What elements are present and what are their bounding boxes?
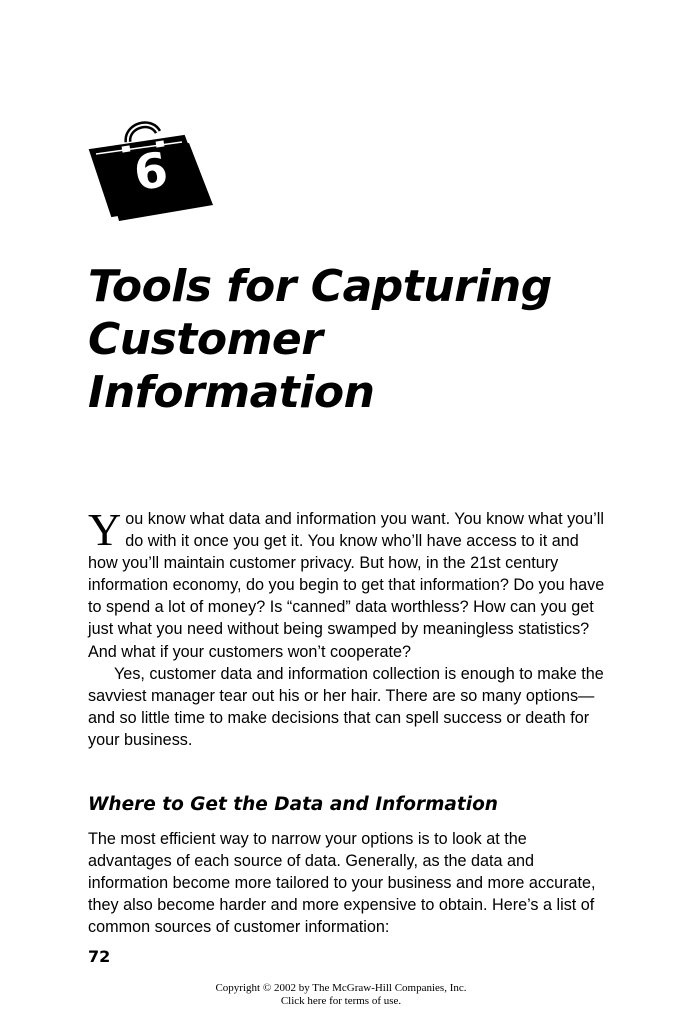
section-text <box>88 828 608 938</box>
chapter-title-line: Tools for Capturing <box>88 261 552 312</box>
terms-of-use-link[interactable]: Click here for terms of use. <box>280 995 402 1007</box>
chapter-number: 6 <box>130 141 172 203</box>
section-heading: Where to Get the Data and Information <box>88 794 498 815</box>
intro-text <box>88 504 608 751</box>
page-number: 72 <box>88 947 111 966</box>
intro-paragraph-2: Yes, customer data and information collection is enough to make the savviest manager tear out his or her hair. There are so many options—and so little time to make decisions that can spell success or death for your business. <box>88 664 604 749</box>
copyright-notice: Copyright © 2002 by The McGraw-Hill Companies, Inc. <box>215 982 467 994</box>
chapter-title <box>88 260 648 419</box>
intro-paragraph-text: ou know what data and information you want. You know what you’ll do with it once you get it. You know who’ll have access to it and how you’ll maintain customer privacy. But how, in the 21st century information economy, do you begin to get that information? Do you have to spend a lot of money? Is “canned” data worthless? How can you get just what you need without being swamped by meaningless statistics? And what if your customers won’t cooperate? <box>88 510 605 661</box>
briefcase-icon <box>86 112 216 224</box>
chapter-title-line: Customer <box>88 314 323 365</box>
drop-cap: Y <box>88 504 122 555</box>
intro-paragraph <box>88 504 608 663</box>
section-paragraph: The most efficient way to narrow your options is to look at the advantages of each source of data. Generally, as the data and information become more tailored to your business and more accurate, they also become harder and more expensive to obtain. Here’s a list of common sources of customer information: <box>88 830 596 937</box>
footer <box>0 982 682 1008</box>
chapter-title-line: Information <box>88 367 375 418</box>
